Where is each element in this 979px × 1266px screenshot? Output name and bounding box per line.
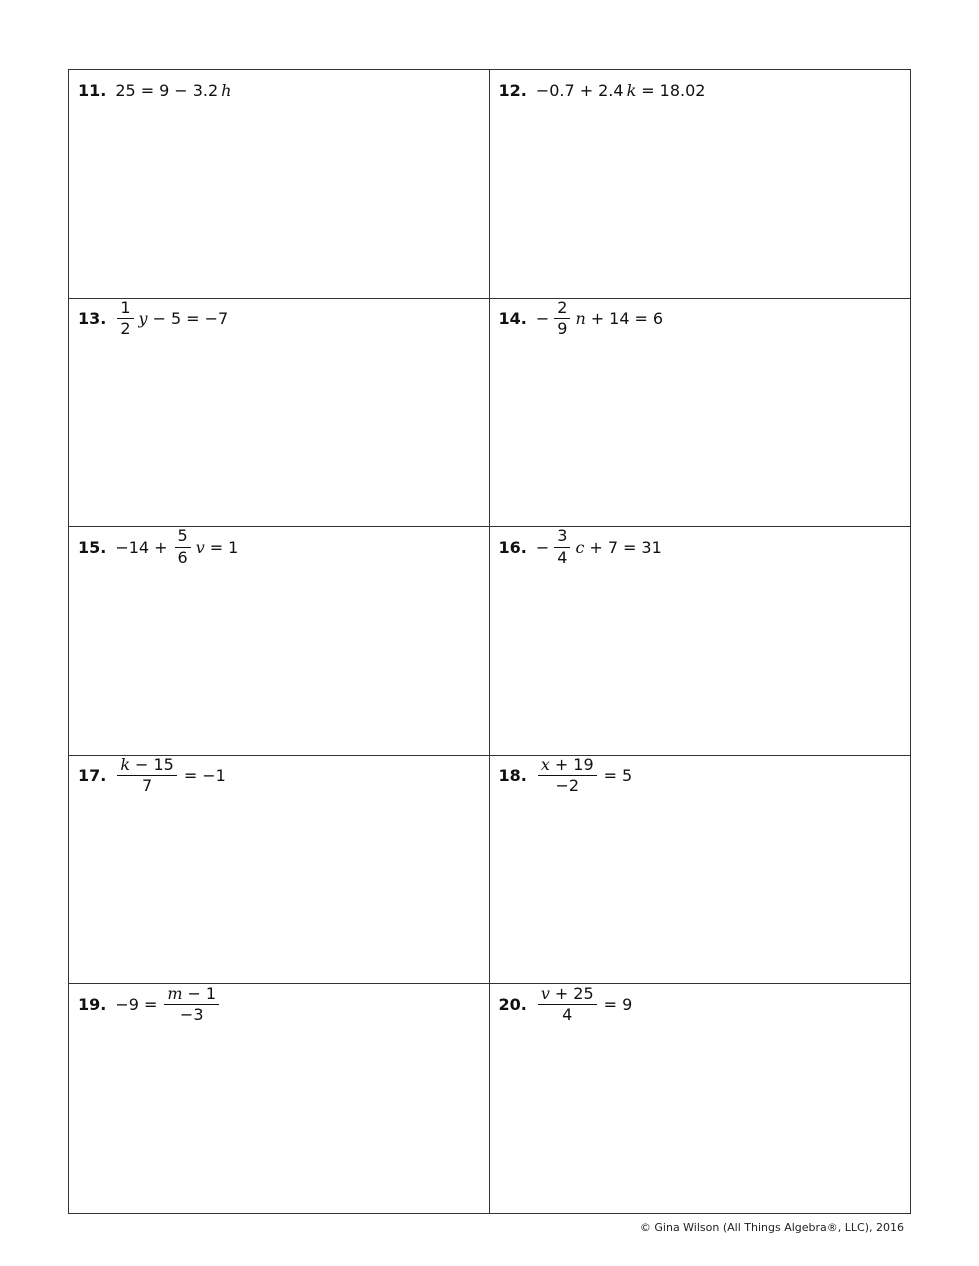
fraction bbox=[164, 985, 219, 1025]
problem-cell-15[interactable] bbox=[69, 527, 490, 756]
operator: = bbox=[209, 537, 224, 557]
operator: + bbox=[154, 537, 168, 557]
fraction bbox=[175, 527, 191, 567]
term: 4 bbox=[557, 547, 568, 567]
operator: = bbox=[634, 309, 648, 329]
operator: = bbox=[603, 766, 618, 786]
problem-cell-19[interactable] bbox=[69, 984, 490, 1213]
operator: = bbox=[641, 80, 655, 100]
term: 1 bbox=[205, 983, 217, 1003]
operator: = bbox=[143, 994, 158, 1014]
term: −0.7 bbox=[535, 80, 575, 100]
term: 25 bbox=[573, 983, 594, 1003]
operator: = bbox=[183, 766, 198, 786]
operator: − bbox=[187, 983, 201, 1003]
variable: h bbox=[221, 80, 232, 100]
equation bbox=[115, 985, 221, 1025]
fraction-denominator bbox=[177, 1005, 207, 1024]
problem-17 bbox=[78, 754, 226, 796]
variable: c bbox=[575, 537, 585, 557]
problem-number: 16. bbox=[498, 537, 527, 557]
problem-14 bbox=[498, 297, 664, 339]
problem-cell-11[interactable] bbox=[69, 70, 490, 299]
problem-16 bbox=[498, 526, 662, 567]
operator: + bbox=[554, 983, 569, 1003]
term: 5 bbox=[177, 526, 188, 546]
fraction-numerator bbox=[538, 985, 597, 1005]
problem-cell-14[interactable] bbox=[490, 299, 911, 528]
equation bbox=[115, 527, 238, 567]
problem-15 bbox=[78, 526, 239, 567]
problem-number: 14. bbox=[498, 309, 527, 329]
term: −7 bbox=[204, 309, 229, 329]
fraction-denominator bbox=[175, 548, 191, 567]
term: 25 bbox=[115, 80, 136, 100]
fraction-denominator bbox=[559, 1005, 575, 1024]
term: 9 bbox=[159, 80, 170, 100]
term: 2.4 bbox=[598, 80, 624, 100]
term: 6 bbox=[177, 547, 188, 567]
operator: = bbox=[186, 309, 200, 329]
term: −3 bbox=[179, 1004, 204, 1024]
variable: v bbox=[195, 537, 205, 557]
operator: + bbox=[589, 537, 603, 557]
problem-cell-13[interactable] bbox=[69, 299, 490, 528]
equation bbox=[536, 81, 706, 100]
problem-18 bbox=[498, 754, 633, 796]
operator: + bbox=[554, 754, 569, 774]
equation bbox=[536, 756, 632, 796]
operator: = bbox=[603, 994, 618, 1014]
problem-cell-12[interactable] bbox=[490, 70, 911, 299]
term: − bbox=[535, 537, 550, 557]
fraction-numerator bbox=[117, 299, 133, 319]
problem-number: 19. bbox=[78, 994, 107, 1014]
term: 4 bbox=[562, 1004, 573, 1024]
variable: v bbox=[540, 983, 550, 1003]
equation bbox=[115, 81, 231, 100]
fraction-denominator bbox=[554, 319, 570, 338]
problem-number: 11. bbox=[78, 80, 107, 100]
copyright-footer: © Gina Wilson (All Things Algebra®, LLC), 2016 bbox=[639, 1221, 904, 1234]
fraction-denominator bbox=[554, 548, 570, 567]
operator: = bbox=[140, 80, 155, 100]
problem-20 bbox=[498, 983, 633, 1024]
fraction-denominator bbox=[117, 319, 133, 338]
operator: + bbox=[579, 80, 594, 100]
fraction bbox=[538, 756, 597, 796]
operator: = bbox=[623, 537, 637, 557]
operator: − bbox=[135, 754, 149, 774]
equation bbox=[115, 756, 225, 796]
fraction-numerator bbox=[175, 527, 191, 547]
term: 1 bbox=[228, 537, 239, 557]
term: 1 bbox=[120, 297, 131, 317]
term: 2 bbox=[557, 297, 568, 317]
term: 3 bbox=[557, 526, 568, 546]
term: 18.02 bbox=[659, 80, 706, 100]
variable: m bbox=[167, 983, 183, 1003]
problem-number: 18. bbox=[498, 766, 527, 786]
problem-number: 15. bbox=[78, 537, 107, 557]
fraction-numerator bbox=[554, 299, 570, 319]
fraction-numerator bbox=[554, 527, 570, 547]
term: 6 bbox=[652, 309, 664, 329]
fraction-numerator bbox=[117, 756, 176, 776]
fraction bbox=[117, 299, 133, 339]
variable: n bbox=[575, 309, 586, 329]
problem-cell-20[interactable] bbox=[490, 984, 911, 1213]
operator: − bbox=[174, 80, 188, 100]
term: 7 bbox=[607, 537, 618, 557]
problem-cell-18[interactable] bbox=[490, 756, 911, 985]
variable: x bbox=[540, 754, 550, 774]
fraction-numerator bbox=[164, 985, 219, 1005]
operator: + bbox=[590, 309, 605, 329]
problem-number: 17. bbox=[78, 766, 107, 786]
variable: y bbox=[138, 309, 148, 329]
equation bbox=[536, 527, 662, 567]
term: 5 bbox=[170, 309, 182, 329]
equation bbox=[115, 299, 228, 339]
problem-number: 20. bbox=[498, 994, 527, 1014]
fraction bbox=[538, 985, 597, 1025]
equation bbox=[536, 985, 632, 1025]
fraction bbox=[554, 527, 570, 567]
problem-13 bbox=[78, 297, 229, 339]
term: 19 bbox=[573, 754, 594, 774]
fraction-denominator bbox=[139, 776, 155, 795]
problem-19 bbox=[78, 983, 221, 1024]
operator: − bbox=[152, 309, 166, 329]
fraction bbox=[554, 299, 570, 339]
problem-number: 12. bbox=[498, 80, 527, 100]
problem-12 bbox=[499, 73, 706, 107]
term: −2 bbox=[555, 776, 580, 796]
problem-11 bbox=[78, 73, 231, 107]
fraction bbox=[117, 756, 176, 796]
fraction-numerator bbox=[538, 756, 597, 776]
term: 2 bbox=[120, 319, 131, 339]
term: 15 bbox=[153, 754, 174, 774]
term: − bbox=[535, 309, 550, 329]
variable: k bbox=[626, 80, 637, 100]
term: 9 bbox=[557, 319, 568, 339]
problem-number: 13. bbox=[78, 309, 107, 329]
problem-cell-16[interactable] bbox=[490, 527, 911, 756]
term: 7 bbox=[141, 776, 153, 796]
term: −14 bbox=[115, 537, 150, 557]
term: 31 bbox=[641, 537, 662, 557]
worksheet-grid bbox=[68, 69, 911, 1214]
fraction-denominator bbox=[552, 776, 582, 795]
variable: k bbox=[120, 754, 131, 774]
term: 3.2 bbox=[192, 80, 219, 100]
term: 9 bbox=[622, 994, 633, 1014]
term: −1 bbox=[202, 766, 226, 786]
equation bbox=[536, 299, 663, 339]
term: 5 bbox=[622, 766, 633, 786]
problem-cell-17[interactable] bbox=[69, 756, 490, 985]
term: −9 bbox=[115, 994, 139, 1014]
term: 14 bbox=[609, 309, 630, 329]
